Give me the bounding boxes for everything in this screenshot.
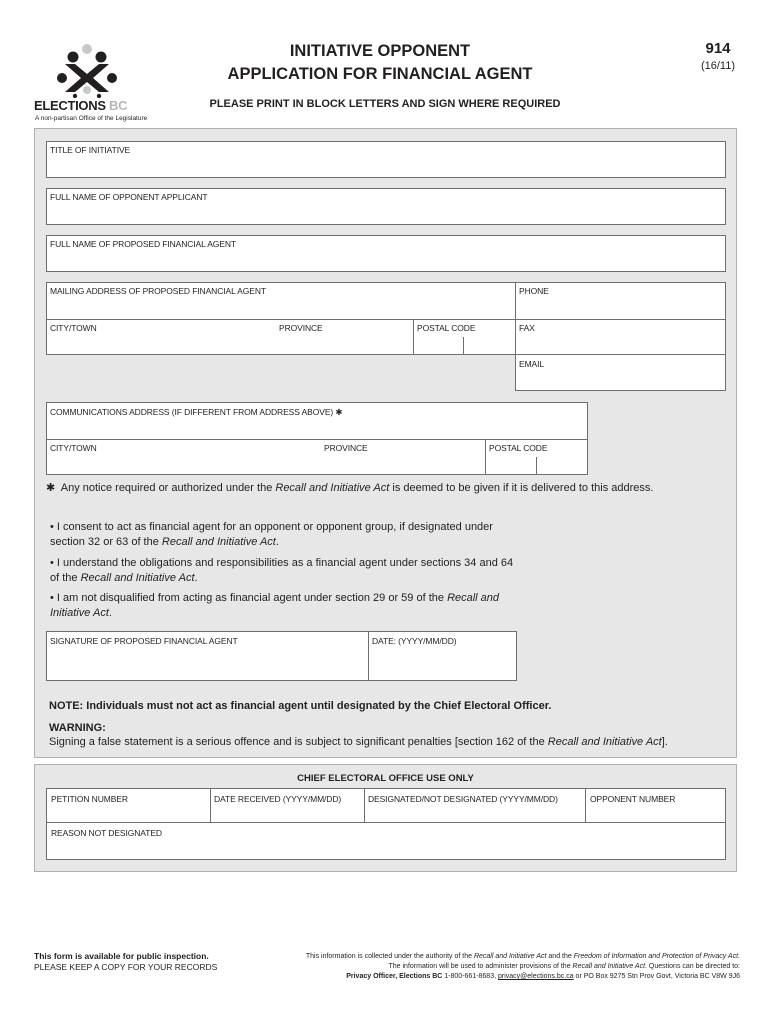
date-label: DATE: (YYYY/MM/DD)	[372, 636, 457, 646]
elections-bc-logo	[32, 40, 148, 124]
office-use-panel	[34, 764, 737, 872]
asterisk-note: ✱ Any notice required or authorized under the Recall and Initiative Act is deemed to be given if it is delivered to this address.	[46, 482, 654, 494]
petition-number-label: PETITION NUMBER	[51, 794, 128, 804]
office-use-row	[46, 788, 726, 823]
designation-note: NOTE: Individuals must not act as financial agent until designated by the Chief Electoral Officer.	[49, 700, 552, 712]
elections-bc-emblem-icon	[32, 40, 142, 98]
mailing-address-block: MAILING ADDRESS OF PROPOSED FINANCIAL AGENT CITY/TOWN PROVINCE POSTAL CODE	[46, 282, 516, 355]
postal-code-label: POSTAL CODE	[417, 323, 476, 333]
designated-label: DESIGNATED/NOT DESIGNATED (YYYY/MM/DD)	[368, 794, 558, 804]
logo-wordmark: ELECTIONS BC	[34, 98, 128, 113]
phone-fax-block	[515, 282, 726, 355]
city-town-label: CITY/TOWN	[50, 323, 97, 333]
privacy-email-link[interactable]: privacy@elections.bc.ca	[498, 973, 574, 980]
reason-not-designated-field[interactable]: REASON NOT DESIGNATED	[46, 822, 726, 860]
consent-item-3: • I am not disqualified from acting as financial agent under section 29 or 59 of the Recall and Initiative Act.	[50, 592, 500, 619]
application-panel	[34, 128, 737, 758]
fax-label: FAX	[519, 323, 535, 333]
office-use-heading: CHIEF ELECTORAL OFFICE USE ONLY	[297, 773, 474, 784]
warning-heading: WARNING:	[49, 722, 106, 734]
footer-public-notice: This form is available for public inspection. PLEASE KEEP A COPY FOR YOUR RECORDS	[34, 951, 218, 972]
phone-label: PHONE	[519, 286, 549, 296]
opponent-number-label: OPPONENT NUMBER	[590, 794, 676, 804]
province-label: PROVINCE	[279, 323, 323, 333]
opponent-name-field[interactable]: FULL NAME OF OPPONENT APPLICANT	[46, 188, 726, 225]
signature-date-block	[46, 631, 517, 681]
consent-item-1: • I consent to act as financial agent for an opponent or opponent group, if designated under section 32 or 63 of the Recall and Initiative Act.	[50, 521, 493, 548]
signature-label: SIGNATURE OF PROPOSED FINANCIAL AGENT	[50, 636, 238, 646]
form-number: 914	[705, 40, 731, 57]
communications-address-label: COMMUNICATIONS ADDRESS (IF DIFFERENT FROM ADDRESS ABOVE) ✱	[50, 407, 343, 417]
title-of-initiative-field[interactable]: TITLE OF INITIATIVE	[46, 141, 726, 178]
agent-name-field[interactable]: FULL NAME OF PROPOSED FINANCIAL AGENT	[46, 235, 726, 272]
form-revision: (16/11)	[700, 60, 736, 72]
form-instructions: PLEASE PRINT IN BLOCK LETTERS AND SIGN WHERE REQUIRED	[209, 98, 561, 110]
communications-address-block: COMMUNICATIONS ADDRESS (IF DIFFERENT FROM ADDRESS ABOVE) ✱ CITY/TOWN PROVINCE POSTAL CODE	[46, 402, 588, 475]
date-received-label: DATE RECEIVED (YYYY/MM/DD)	[214, 794, 342, 804]
email-field[interactable]: EMAIL	[515, 354, 726, 391]
warning-text: Signing a false statement is a serious offence and is subject to significant penalties [section 162 of the Recall and Initiative Act].	[49, 736, 668, 748]
footer-privacy-notice: This information is collected under the authority of the Recall and Initiative Act and the Freedom of Information and Protection of Privacy Act. The information will be used to administer provisions of the Recall and Initiative Act. Questions can be directed to: Privacy Officer, Elections BC 1-800-661-8683, privacy@elections.bc.ca or PO Box 9275 Stn Prov Govt, Victoria BC V8W 9J6	[305, 953, 740, 980]
logo-tagline: A non-partisan Office of the Legislature	[35, 115, 148, 122]
consent-item-2: • I understand the obligations and responsibilities as a financial agent under sections 34 and 64 of the Recall and Initiative Act.	[50, 557, 514, 584]
form-title: INITIATIVE OPPONENT APPLICATION FOR FINANCIAL AGENT	[227, 42, 533, 83]
